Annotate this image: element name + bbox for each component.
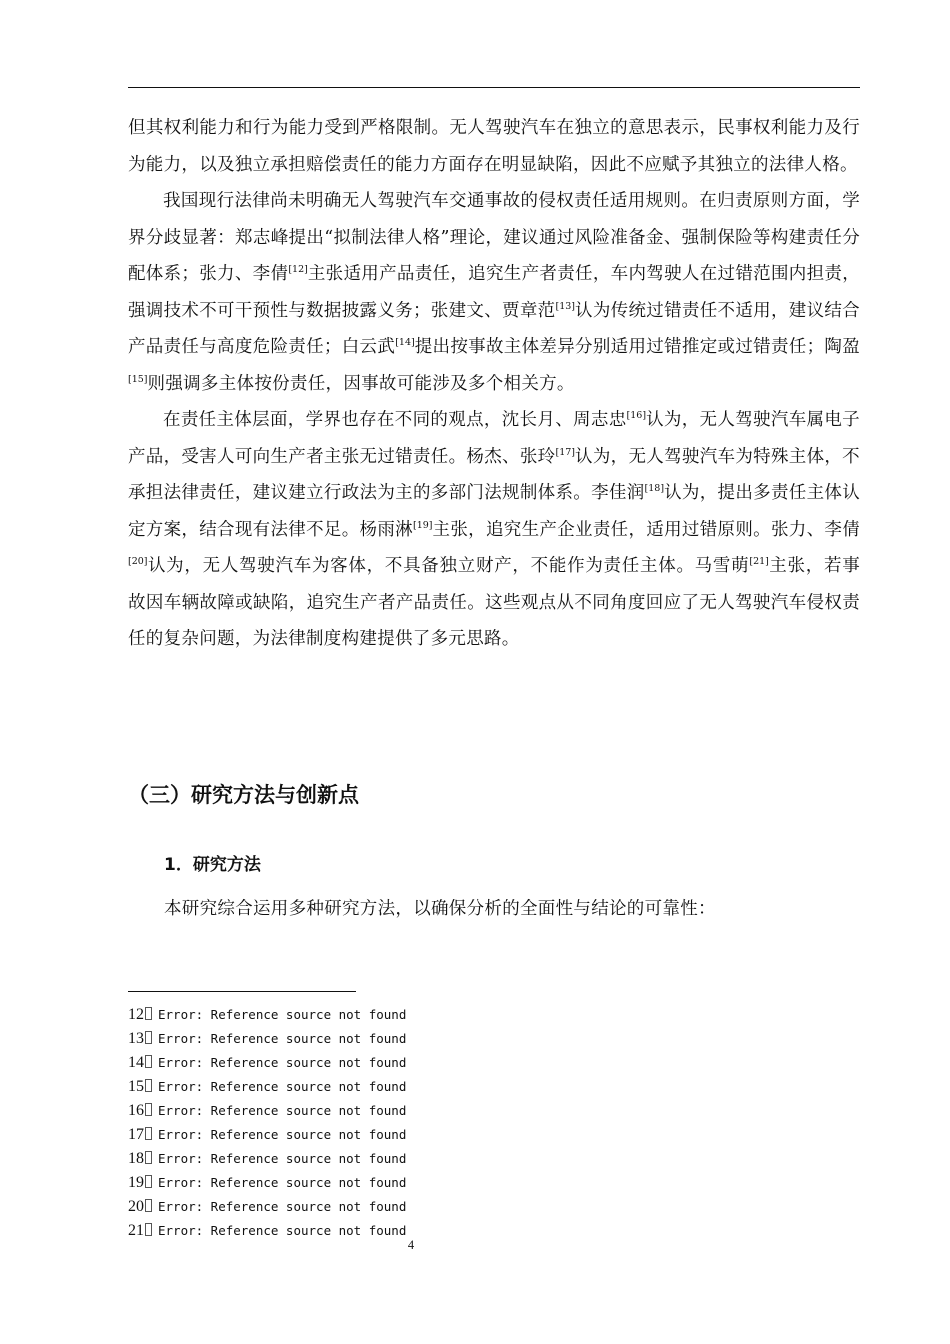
citation-18[interactable]: [18]: [644, 483, 665, 494]
citation-12[interactable]: [12]: [288, 264, 308, 275]
paragraph-2-text: 主张适用产品责任，追究生产者责任，车内驾驶人在过错范围内担责，强调技术不可干预性与数据披露义务；张建文、贾章范: [128, 264, 860, 321]
footnote-item: [128, 1194, 728, 1218]
placeholder-box-icon: [145, 1031, 152, 1044]
paragraph-2-text: 提出按事故主体差异分别适用过错推定或过错责任；陶盈: [414, 337, 861, 357]
footnote-item: [128, 1050, 728, 1074]
method-intro: 本研究综合运用多种研究方法，以确保分析的全面性与结论的可靠性：: [164, 899, 716, 919]
paragraph-2: [128, 183, 860, 402]
placeholder-box-icon: [145, 1223, 152, 1236]
footnote-item: [128, 1098, 728, 1122]
footnote-list: [128, 1002, 728, 1242]
citation-15[interactable]: [15]: [128, 373, 148, 385]
body-text: [128, 110, 860, 658]
footnote-item: [128, 1170, 728, 1194]
footnote-text: Error: Reference source not found: [158, 1079, 407, 1094]
footnote-rule: [128, 991, 356, 992]
paragraph-2-text: 我国现行法律尚未明确无人驾驶汽车交通事故的侵权责任适用规则。在归责原则方面，学界分歧显著：郑志峰提出“拟制法律人格”理论，建议通过风险准备金、强制保险等构建责任分配体系；张力、李倩: [128, 191, 860, 284]
placeholder-box-icon: [145, 1151, 152, 1164]
paragraph-3-text: 主张，追究生产企业责任，适用过错原则。张力、李倩: [432, 519, 860, 540]
citation-19[interactable]: [19]: [413, 519, 433, 531]
placeholder-box-icon: [145, 1127, 152, 1140]
footnote-text: Error: Reference source not found: [158, 1055, 407, 1070]
placeholder-box-icon: [145, 1079, 152, 1092]
footnote-text: Error: Reference source not found: [158, 1199, 407, 1214]
paragraph-3-text: 认为，提出多责任主体认定方案，结合现有法律不足。杨雨淋: [128, 483, 860, 540]
citation-16[interactable]: [16]: [626, 410, 647, 421]
footnote-text: Error: Reference source not found: [158, 1175, 407, 1190]
footnote-text: Error: Reference source not found: [158, 1007, 407, 1022]
footnote-number[interactable]: 17: [128, 1126, 144, 1143]
placeholder-box-icon: [145, 1199, 152, 1212]
footnote-number[interactable]: 19: [128, 1174, 144, 1191]
footnote-number[interactable]: 15: [128, 1078, 144, 1095]
sub-heading: 1．研究方法: [164, 855, 261, 875]
paragraph-3-text: 认为，无人驾驶汽车属电子产品，受害人可向生产者主张无过错责任。杨杰、张玲: [128, 410, 860, 467]
header-rule: [128, 87, 860, 88]
footnote-text: Error: Reference source not found: [158, 1103, 407, 1118]
footnote-text: Error: Reference source not found: [158, 1223, 407, 1238]
citation-17[interactable]: [17]: [555, 446, 575, 458]
footnote-number[interactable]: 18: [128, 1150, 144, 1167]
paragraph-3-text: 认为，无人驾驶汽车为特殊主体，不承担法律责任，建议建立行政法为主的多部门法规制体系。李佳润: [128, 446, 860, 503]
footnote-number[interactable]: 20: [128, 1198, 144, 1215]
footnote-number[interactable]: 12: [128, 1006, 144, 1023]
placeholder-box-icon: [145, 1007, 152, 1020]
placeholder-box-icon: [145, 1103, 152, 1116]
footnote-item: [128, 1122, 728, 1146]
citation-21[interactable]: [21]: [749, 556, 769, 567]
footnote-item: [128, 1026, 728, 1050]
footnote-text: Error: Reference source not found: [158, 1151, 407, 1166]
citation-14[interactable]: [14]: [395, 337, 415, 348]
footnote-number[interactable]: 13: [128, 1030, 144, 1047]
footnote-item: [128, 1002, 728, 1026]
paragraph-3-text: 主张，若事故因车辆故障或缺陷，追究生产者产品责任。这些观点从不同角度回应了无人驾驶汽车侵权责任的复杂问题，为法律制度构建提供了多元思路。: [128, 556, 860, 649]
citation-20[interactable]: [20]: [128, 556, 148, 567]
paragraph-3: [128, 402, 860, 658]
paragraph-3-text: 在责任主体层面，学界也存在不同的观点，沈长月、周志忠: [163, 410, 627, 430]
footnote-number[interactable]: 14: [128, 1054, 144, 1071]
paragraph-2-text: 认为传统过错责任不适用，建议结合产品责任与高度危险责任；白云武: [128, 300, 860, 357]
footnote-text: Error: Reference source not found: [158, 1031, 407, 1046]
paragraph-3-text: 认为，无人驾驶汽车为客体，不具备独立财产，不能作为责任主体。马雪萌: [147, 556, 750, 576]
paragraph-2-text: 则强调多主体按份责任，因事故可能涉及多个相关方。: [147, 373, 575, 394]
footnote-text: Error: Reference source not found: [158, 1127, 407, 1142]
footnote-item: [128, 1074, 728, 1098]
footnote-number[interactable]: 16: [128, 1102, 144, 1119]
footnote-item: [128, 1146, 728, 1170]
placeholder-box-icon: [145, 1055, 152, 1068]
citation-13[interactable]: [13]: [555, 300, 575, 312]
page-number: 4: [407, 1238, 415, 1252]
footnote-number[interactable]: 21: [128, 1222, 144, 1239]
placeholder-box-icon: [145, 1175, 152, 1188]
paragraph-1: 但其权利能力和行为能力受到严格限制。无人驾驶汽车在独立的意思表示，民事权利能力及行为能力，以及独立承担赔偿责任的能力方面存在明显缺陷，因此不应赋予其独立的法律人格。: [128, 118, 860, 175]
section-heading: （三）研究方法与创新点: [128, 783, 359, 807]
